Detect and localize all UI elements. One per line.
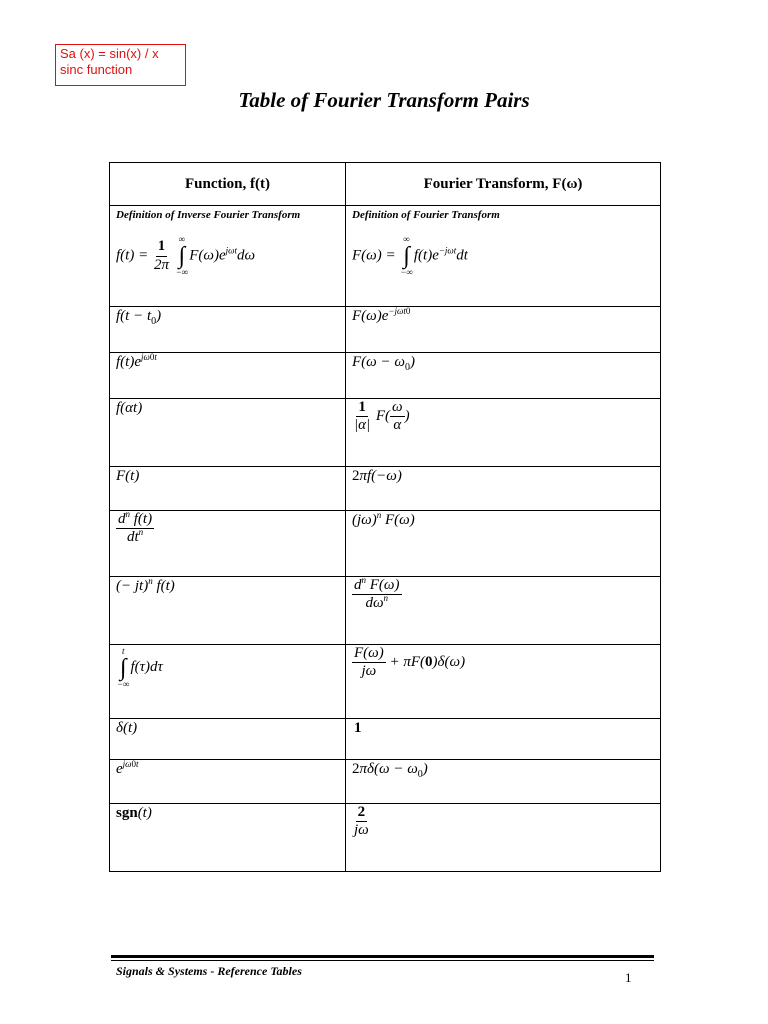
table-row xyxy=(110,206,661,307)
table-row xyxy=(110,719,661,760)
sinc-note-line2: sinc function xyxy=(60,62,133,77)
cell-transform: $F(\omega - \omega_0)$ xyxy=(346,353,661,399)
cell-inverse-definition xyxy=(110,206,346,307)
footer-rule xyxy=(111,955,654,958)
footer-rule-thin xyxy=(111,960,654,961)
fourier-pairs-table xyxy=(109,162,661,872)
cell-function: $e^{j\omega 0t}$ xyxy=(110,760,346,804)
cell-function: $f(t - t_0)$ xyxy=(110,307,346,353)
table-row xyxy=(110,760,661,804)
cell-transform: $\frac{1}{|\alpha|}$ F( $\frac{\omega}{\alpha}$ ) xyxy=(346,399,661,467)
cell-function: t ∫ −∞ f(τ)dτ xyxy=(110,645,346,719)
formula-forward-transform: F(ω) = ∞ ∫ −∞ $f(t)e^{-j\omega t}dt$ xyxy=(352,234,468,277)
cell-transform: $\frac{F(\omega)}{j\omega}$ + πF(0)δ(ω) xyxy=(346,645,661,719)
table-row xyxy=(110,307,661,353)
table-row xyxy=(110,804,661,872)
table-row xyxy=(110,511,661,577)
def-inverse-label: Definition of Inverse Fourier Transform xyxy=(116,209,301,221)
cell-function: F(t) xyxy=(110,467,346,511)
header-function: Function, f(t) xyxy=(110,163,346,206)
def-forward-label: Definition of Fourier Transform xyxy=(352,209,500,221)
formula-inverse-transform: f(t) = $\frac{1}{2\pi}$ ∞ ∫ −∞ $F(\omega)e^{j\omega t}d\omega$ xyxy=(116,234,256,277)
cell-function: f(αt) xyxy=(110,399,346,467)
cell-function: $f(t)e^{j\omega 0t}$ xyxy=(110,353,346,399)
header-transform: Fourier Transform, F(ω) xyxy=(346,163,661,206)
cell-transform: $\frac{2}{j\omega}$ xyxy=(346,804,661,872)
cell-function: $\frac{d^n f(t)}{dt^n}$ xyxy=(110,511,346,577)
footer-text: Signals & Systems - Reference Tables xyxy=(116,964,302,978)
table-row xyxy=(110,353,661,399)
table-row xyxy=(110,467,661,511)
table-row xyxy=(110,577,661,645)
cell-forward-definition xyxy=(346,206,661,307)
cell-transform: $\frac{d^n F(\omega)}{d\omega^n}$ xyxy=(346,577,661,645)
cell-transform: 1 xyxy=(346,719,661,760)
cell-function: sgn(t) xyxy=(110,804,346,872)
page-title: Table of Fourier Transform Pairs xyxy=(238,88,530,112)
cell-transform: 2πf(−ω) xyxy=(346,467,661,511)
cell-transform: $(j\omega)^n$ F(ω) xyxy=(346,511,661,577)
cell-transform: $F(\omega)e^{-j\omega t0}$ xyxy=(346,307,661,353)
cell-function: δ(t) xyxy=(110,719,346,760)
sinc-note-box xyxy=(55,44,186,86)
page-number: 1 xyxy=(625,970,632,985)
cell-transform: $2\pi\delta(\omega - \omega_0)$ xyxy=(346,760,661,804)
cell-function: (− jt)$^n$ f(t) xyxy=(110,577,346,645)
table-header-row xyxy=(110,163,661,206)
table-row xyxy=(110,645,661,719)
sinc-note-line1: Sa (x) = sin(x) / x xyxy=(60,46,159,61)
table-row xyxy=(110,399,661,467)
